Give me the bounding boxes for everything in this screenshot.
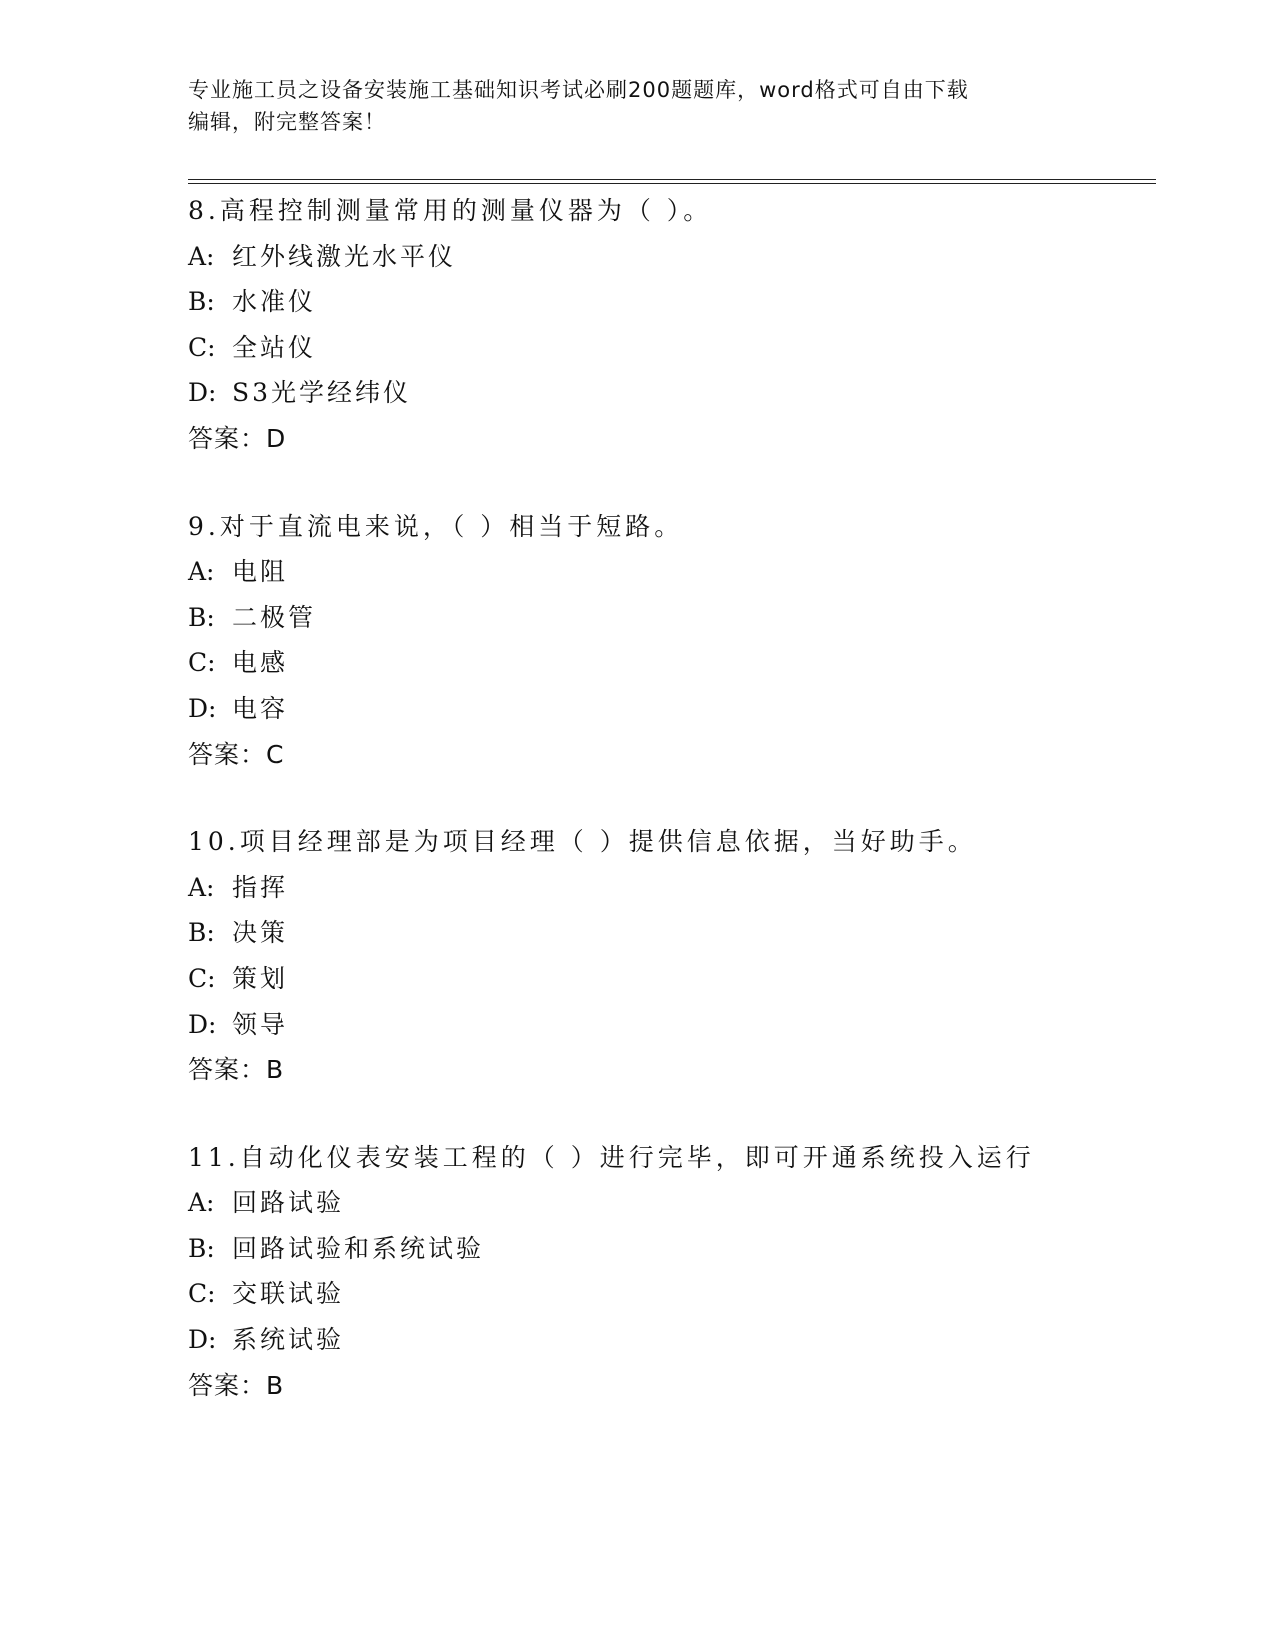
answer-line: 答案：C <box>188 739 285 769</box>
question-stem: 11.自动化仪表安装工程的（ ）进行完毕，即可开通系统投入运行 <box>188 1142 1035 1172</box>
option-text: 红外线激光水平仪 <box>232 241 457 271</box>
question-stem: 10.项目经理部是为项目经理（ ）提供信息依据，当好助手。 <box>188 827 977 857</box>
header-divider-bottom <box>188 183 1156 184</box>
option-c <box>188 325 1148 371</box>
option-letter: D: <box>188 693 217 723</box>
option-text: 电容 <box>232 693 289 723</box>
question-10 <box>188 819 1148 1093</box>
option-c <box>188 956 1148 1002</box>
option-c <box>188 640 1148 686</box>
question-stem: 9.对于直流电来说，（ ）相当于短路。 <box>188 511 684 541</box>
option-text: 二极管 <box>232 602 317 632</box>
option-text: S3光学经纬仪 <box>232 378 412 408</box>
header-title-line-2: 编辑，附完整答案！ <box>188 110 386 134</box>
option-letter: A: <box>188 1188 215 1218</box>
answer-line: 答案：B <box>188 1055 285 1085</box>
option-letter: D: <box>188 1325 217 1355</box>
answer-line: 答案：D <box>188 423 287 453</box>
option-text: 水准仪 <box>232 287 317 317</box>
option-letter: A: <box>188 241 215 271</box>
option-letter: A: <box>188 872 215 902</box>
header-divider-top <box>188 179 1156 180</box>
option-letter: B: <box>188 1233 215 1263</box>
option-b <box>188 1226 1148 1272</box>
option-letter: D: <box>188 1009 217 1039</box>
option-text: 回路试验 <box>232 1188 345 1218</box>
option-letter: D: <box>188 378 217 408</box>
option-d <box>188 370 1148 416</box>
option-letter: C: <box>188 648 216 678</box>
option-text: 回路试验和系统试验 <box>232 1233 485 1263</box>
question-11 <box>188 1135 1148 1409</box>
option-letter: B: <box>188 602 215 632</box>
option-b <box>188 910 1148 956</box>
option-b <box>188 279 1148 325</box>
option-text: 电感 <box>232 648 289 678</box>
question-8 <box>188 188 1148 462</box>
option-text: 全站仪 <box>232 332 317 362</box>
option-text: 指挥 <box>232 872 289 902</box>
option-a <box>188 865 1148 911</box>
option-text: 交联试验 <box>232 1279 345 1309</box>
option-letter: B: <box>188 287 215 317</box>
question-stem: 8.高程控制测量常用的测量仪器为（ ）。 <box>188 196 713 225</box>
option-text: 领导 <box>232 1009 289 1039</box>
option-text: 策划 <box>232 963 289 993</box>
option-text: 电阻 <box>232 557 289 587</box>
option-d <box>188 1317 1148 1363</box>
answer-line: 答案：B <box>188 1370 285 1400</box>
question-list <box>188 188 1148 1408</box>
document-header <box>188 74 1068 138</box>
option-letter: C: <box>188 963 216 993</box>
option-letter: B: <box>188 918 215 948</box>
option-d <box>188 1002 1148 1048</box>
option-d <box>188 686 1148 732</box>
option-a <box>188 234 1148 280</box>
option-text: 决策 <box>232 918 289 948</box>
option-letter: C: <box>188 332 216 362</box>
option-b <box>188 595 1148 641</box>
option-c <box>188 1271 1148 1317</box>
option-text: 系统试验 <box>232 1325 345 1355</box>
option-letter: A: <box>188 557 215 587</box>
option-a <box>188 1180 1148 1226</box>
question-9 <box>188 504 1148 778</box>
option-letter: C: <box>188 1279 216 1309</box>
option-a <box>188 549 1148 595</box>
header-title-line-1: 专业施工员之设备安装施工基础知识考试必刷200题题库，word格式可自由下载 <box>188 78 969 102</box>
